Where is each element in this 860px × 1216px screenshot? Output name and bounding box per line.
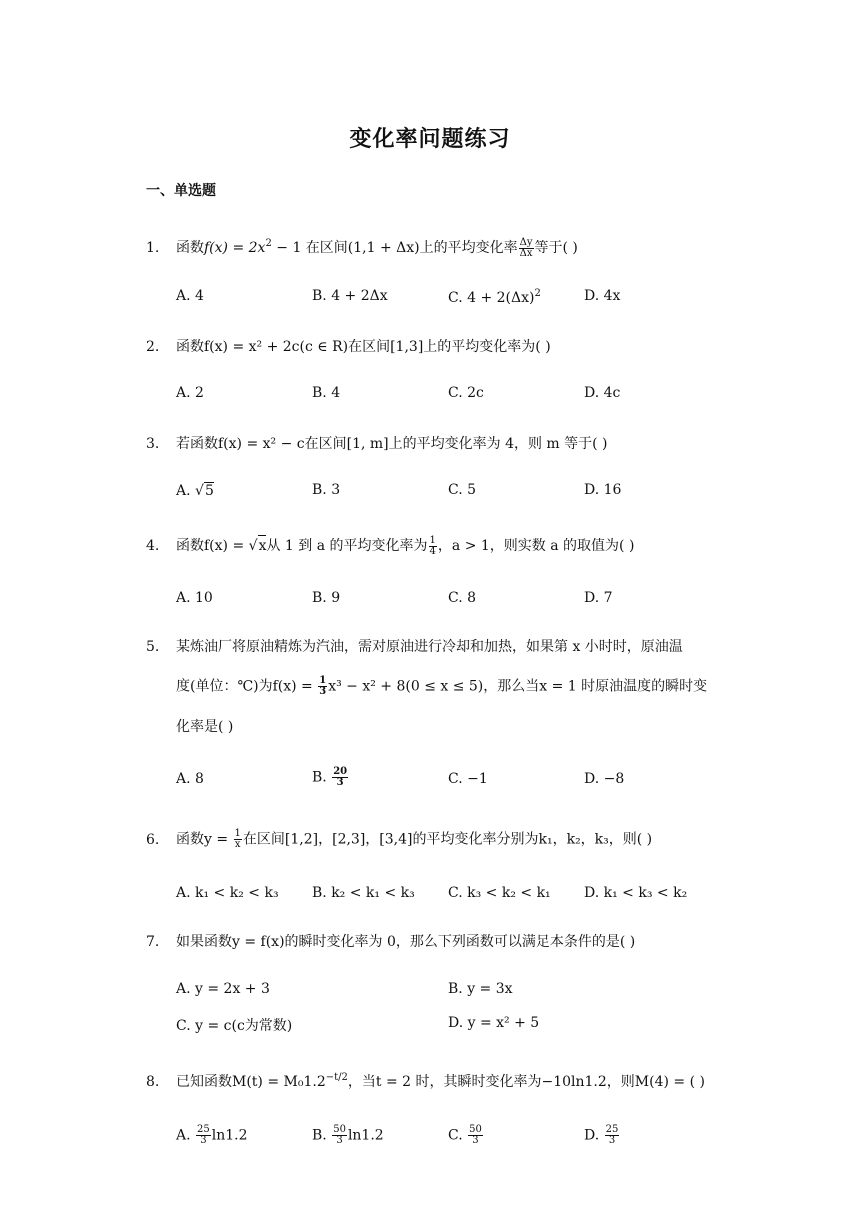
question-1: 1. 函数$f(x) = 2x^2 - 1$ 在区间(1,1 + Δx)上的平均变化率 $\frac{\Delta y}{\Delta x}$ 等于( ) [146,236,578,259]
q6-option-d[interactable]: D. k₁ < k₃ < k₂ [584,885,688,901]
q8-option-b[interactable]: B. $\frac{50}{3}$ ln1.2 [312,1124,384,1146]
q1-option-a[interactable]: A. 4 [176,288,204,304]
q5-option-b[interactable]: B. $\frac{20}{3}$ [312,766,348,788]
q7-option-c[interactable]: C. y = c(c为常数) [176,1018,293,1034]
q2-option-c[interactable]: C. 2c [448,385,484,401]
q3-option-a[interactable]: A. √5 [176,483,214,499]
page-title: 变化率问题练习 [349,127,511,152]
q5-option-c[interactable]: C. −1 [448,771,488,787]
question-5-number: 5. [146,639,160,655]
question-6: 6. 函数y = $\frac{1}{x}$ 在区间[1,2]，[2,3]，[3,4]的平均变化率分别为k₁，k₂，k₃，则( ) [146,828,653,850]
q5-option-a[interactable]: A. 8 [176,771,204,787]
q1-option-d[interactable]: D. 4x [584,288,621,304]
question-4: 4. 函数f(x) = √x从 1 到 a 的平均变化率为 $\frac{1}{4}$ ，a > 1，则实数 a 的取值为( ) [146,534,635,557]
q4-option-b[interactable]: B. 9 [312,590,341,606]
question-2: 2. 函数f(x) = x² + 2c(c ∈ R)在区间[1,3]上的平均变化率为( ) [146,339,551,355]
question-5-line-3: 化率是( ) [176,719,234,735]
q3-option-d[interactable]: D. 16 [584,482,622,498]
q8-option-d[interactable]: D. $\frac{25}{3}$ [584,1124,619,1146]
question-3: 3. 若函数f(x) = x² − c在区间[1, m]上的平均变化率为 4，则 m 等于( ) [146,436,608,452]
q1-option-b[interactable]: B. 4 + 2Δx [312,288,388,304]
q7-option-b[interactable]: B. y = 3x [448,981,513,997]
q1-option-c[interactable]: C. $4 + 2(\Delta x)^2$ [448,288,541,306]
q4-option-c[interactable]: C. 8 [448,590,477,606]
q3-option-c[interactable]: C. 5 [448,482,477,498]
question-8: 8. 已知函数$M(t) = M_01.2^{-t/2}$，当t = 2 时，其瞬时变化率为−10ln1.2，则M(4) = ( ) [146,1072,705,1090]
question-5-line-1: 某炼油厂将原油精炼为汽油，需对原油进行冷却和加热，如果第 x 小时时，原油温 [176,639,683,655]
q6-option-a[interactable]: A. k₁ < k₂ < k₃ [176,885,279,901]
q2-option-d[interactable]: D. 4c [584,385,621,401]
q2-option-a[interactable]: A. 2 [176,385,204,401]
q6-option-c[interactable]: C. k₃ < k₂ < k₁ [448,885,551,901]
q2-option-b[interactable]: B. 4 [312,385,341,401]
q6-option-b[interactable]: B. k₂ < k₁ < k₃ [312,885,415,901]
question-5-line-2: 度(单位：℃)为f(x) = $\frac{1}{3}$ x³ − x² + 8(0 ≤ x ≤ 5)，那么当x = 1 时原油温度的瞬时变 [176,675,708,697]
q5-option-d[interactable]: D. −8 [584,771,625,787]
q4-option-d[interactable]: D. 7 [584,590,613,606]
section-heading: 一、单选题 [146,183,216,199]
question-7: 7. 如果函数y = f(x)的瞬时变化率为 0，那么下列函数可以满足本条件的是( ) [146,934,636,950]
q8-option-a[interactable]: A. $\frac{25}{3}$ ln1.2 [176,1124,248,1146]
q7-option-a[interactable]: A. y = 2x + 3 [176,981,270,997]
q8-option-c[interactable]: C. $\frac{50}{3}$ [448,1124,482,1146]
q4-option-a[interactable]: A. 10 [176,590,213,606]
q3-option-b[interactable]: B. 3 [312,482,341,498]
q7-option-d[interactable]: D. y = x² + 5 [448,1015,540,1031]
